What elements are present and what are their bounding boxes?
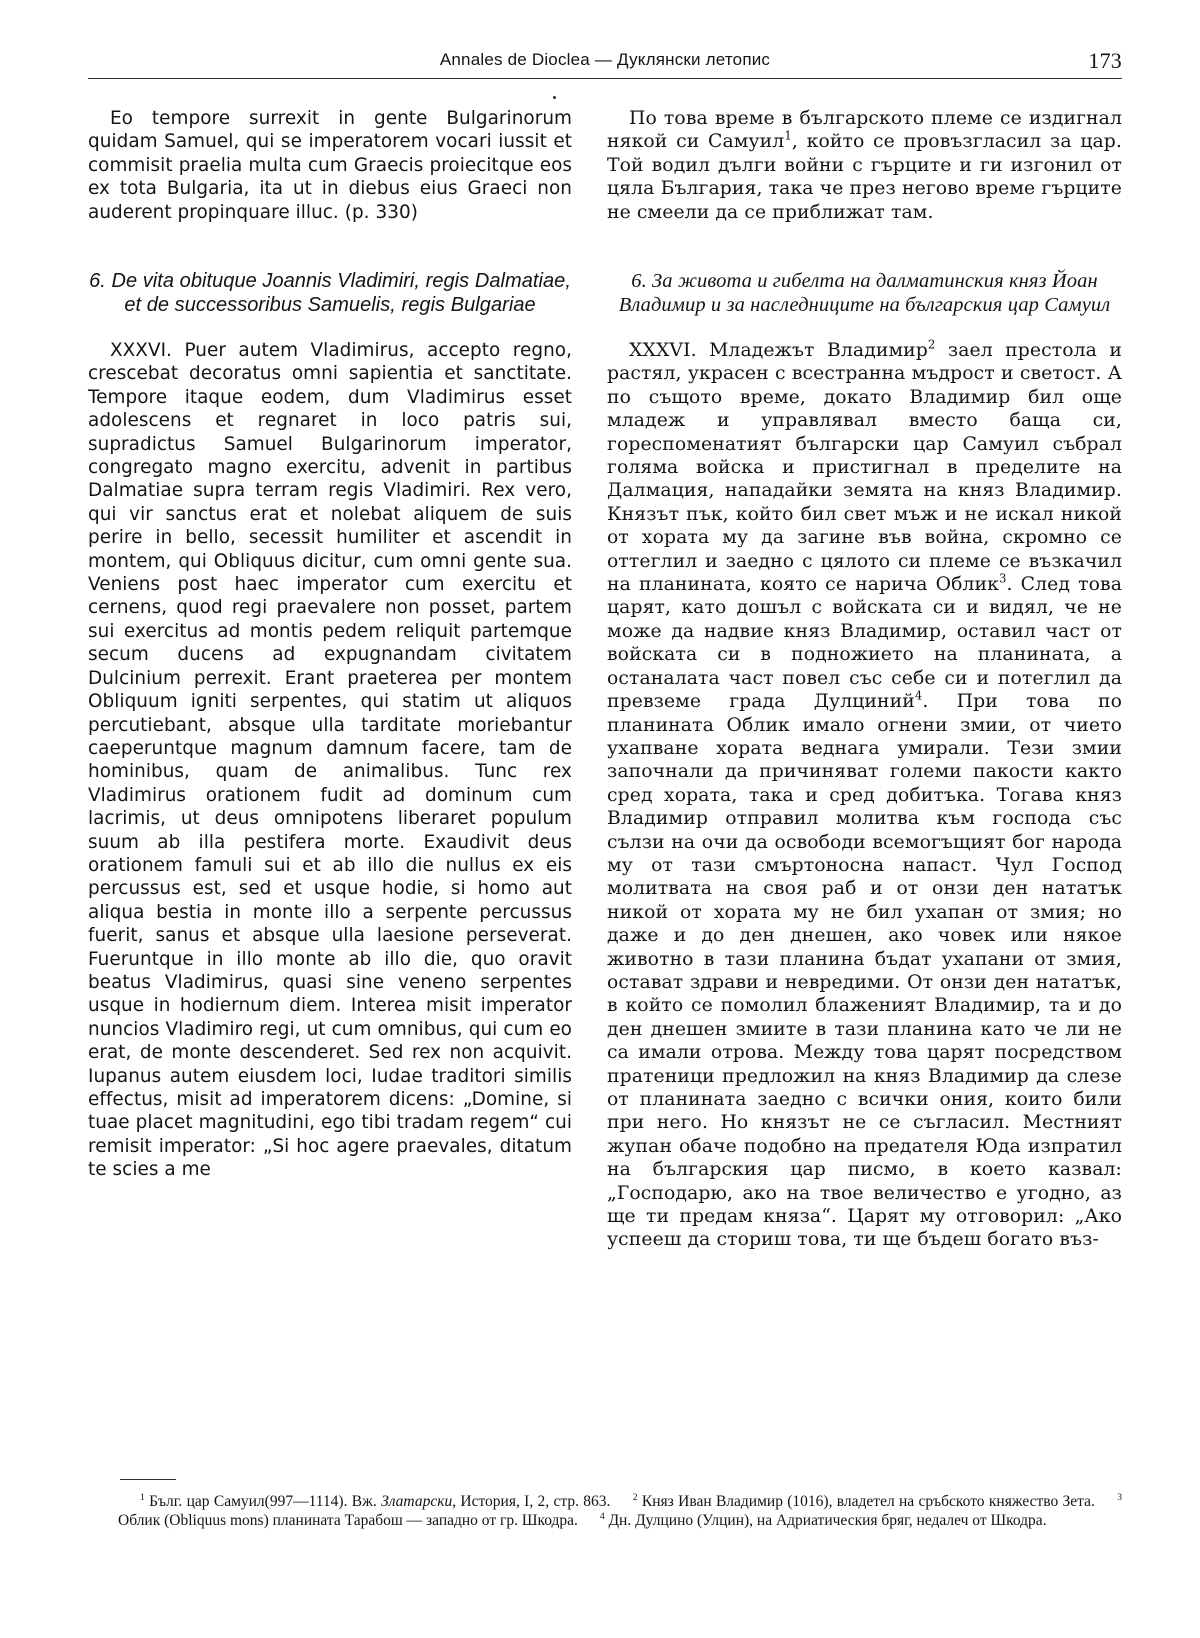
footnote-text: Княз Иван Владимир (1016), владетел на сръбското княжество Зета. bbox=[641, 1493, 1095, 1510]
footnote-text: Дн. Дулцино (Улцин), на Адриатическия бряг, недалеч от Шкодра. bbox=[608, 1512, 1047, 1529]
footnote-ref-3[interactable]: 3 bbox=[999, 571, 1007, 586]
footnote-author: Златарски bbox=[381, 1493, 453, 1510]
scan-speck bbox=[553, 96, 556, 99]
latin-section-heading: 6. De vita obituque Joannis Vladimiri, regis Dalmatiae, et de successoribus Samuelis, regis Bulgariae bbox=[89, 270, 571, 316]
bulgarian-paragraph-1 bbox=[607, 107, 1122, 247]
footnote-ref-4[interactable]: 4 bbox=[914, 688, 923, 703]
latin-paragraph-2: XXXVI. Puer autem Vladimirus, accepto regno, crescebat decoratus omni sapientia et sanctitate. Tempore itaque eodem, dum Vladimirus esset adolescens et regnaret in loco patris sui, supradictus Samuel Bulgarinorum imperator, congregato magno exercitu, advenit in partibus Dalmatiae supra terram regis Vladimiri. Rex vero, qui vir sanctus erat et nolebat aliquem de suis perire in bello, secessit humiliter et ascendit in montem, qui Obliquus dicitur, cum omni gente sua. Veniens post haec imperator cum exercitu et cernens, quod regi praevalere non posset, partem sui exercitus ad montis pedem reliquit partemque secum ducens ad expugnandam civitatem Dulcinium perrexit. Erant praeterea per montem Obliquum igniti serpentes, qui statim ut aliquos percutiebant, absque ulla tarditate moriebantur caeperuntque magnum damnum facere, tam de hominibus, quam de animalibus. Tunc rex Vladimirus orationem fudit ad dominum cum lacrimis, ut deus omnipotens liberaret populum suum ab illa pestifera morte. Exaudivit deus orationem famuli sui et ab illo die nullus ex eis percussus est, sed et usque hodie, si homo aut aliqua bestia in monte illo a serpente percussus fuerit, sanus et absque ulla laesione perseverat. Fueruntque in illo monte ab illo die, quo oravit beatus Vladimirus, quasi sine veneno serpentes usque in hodiernum diem. Interea misit imperator nuncios Vladimiro regi, ut cum omnibus, qui cum eo erat, de monte descenderet. Sed rex non acquivit. Iupanus autem eiusdem loci, Iudae traditori similis effectus, misit ad imperatorem dicens: „Domine, si tuae placet magnitudini, ego tibi tradam regem“ cui remisit imperator: „Si hoc agere praevales, ditatum te scies a me bbox=[88, 340, 572, 1181]
page-number: 173 bbox=[1088, 48, 1122, 73]
footnote-text: Бълг. цар Самуил(997—1114). Вж. bbox=[149, 1493, 382, 1510]
footnote-number: 2 bbox=[632, 1491, 638, 1503]
bulgarian-paragraph-2 bbox=[607, 339, 1122, 1252]
footnote-rule bbox=[120, 1479, 176, 1480]
footnote-paragraph bbox=[118, 1492, 1122, 1530]
footnote-number: 4 bbox=[599, 1510, 605, 1522]
parallel-text bbox=[88, 107, 1122, 1252]
footnote-text: Облик (Obliquus mons) планината Тарабош — западно от гр. Шкодра. bbox=[118, 1512, 578, 1529]
footnote-number: 1 bbox=[140, 1491, 145, 1503]
footnote-number: 3 bbox=[1117, 1491, 1123, 1503]
text: . След това царят, като дошъл с войската си и видял, че не може да надвие княз Владимир, оставил част от войската си в подножието на планината, а останалата част повел със себе си и потеглил да превземе града Дулциний bbox=[607, 574, 1122, 713]
bulgarian-section-heading: 6. За живота и гибелта на далматинския княз Йоан Владимир и за наследниците на българския цар Самуил bbox=[618, 270, 1111, 316]
footnote-text: , История, I, 2, стр. 863. bbox=[452, 1493, 611, 1510]
footnote-ref-2[interactable]: 2 bbox=[927, 337, 936, 352]
text: XXXVI. Младежът Владимир bbox=[629, 340, 928, 361]
bulgarian-column bbox=[607, 107, 1122, 1252]
text: По това време в българското племе се издигнал някой си Самуил bbox=[607, 108, 1122, 153]
latin-paragraph-1: Eo tempore surrexit in gente Bulgarinorum quidam Samuel, qui se imperatorem vocari iussit et commisit praelia multa cum Graecis proiecitque eos ex tota Bulgaria, ita ut in diebus eius Graeci non auderent propinquare illuc. (p. 330) bbox=[88, 108, 572, 223]
footnote-4 bbox=[600, 1512, 1047, 1529]
header-rule bbox=[88, 78, 1122, 79]
text: , който се провъзгласил за цар. Той водил дълги войни с гърците и ги изгонил от цяла България, така че през негово време гърците не смеели да се приближат там. bbox=[607, 131, 1122, 223]
footnotes bbox=[118, 1492, 1122, 1530]
footnote-ref-1[interactable]: 1 bbox=[784, 129, 792, 144]
text: . При това по планината Облик имало огнени змии, от чието ухапване хората веднага умирали. Тези змии започнали да причиняват големи пакости както сред хората, така и сред добитъка. Тогава княз Владимир отправил молитва към господа със сълзи на очи да освободи всемогъщият бог народа му от тази смъртоносна напаст. Чул Господ молитвата на своя раб и от онзи ден нататък никой от хората му не бил ухапан от змия; но даже и до ден днешен, ако човек или някое животно в тази планина бъдат ухапани от змия, остават здрави и невредими. От онзи ден нататък, в който се помолил блаженият Владимир, та и до ден днешен змиите в тази планина като че ли не са имали отрова. Между това царят посредством пратеници предложил на княз Владимир да слезе от планината заедно с всички ония, които били при него. Но князът не се съгласил. Местният жупан обаче подобно на предателя Юда изпратил на българския цар писмо, в което казвал: „Господарю, ако на твое величество е угодно, аз ще ти предам княза“. Царят му отговорил: „Ако успееш да сториш това, ти ще бъдеш богато въз- bbox=[607, 691, 1122, 1251]
latin-column bbox=[88, 107, 572, 1252]
book-page bbox=[88, 44, 1122, 1252]
footnote-1 bbox=[140, 1493, 610, 1510]
running-title: Annales de Dioclea — Дуклянски летопис bbox=[439, 50, 771, 69]
footnote-2 bbox=[633, 1493, 1095, 1510]
text: заел престола и растял, украсен с всестранна мъдрост и светост. А по същото време, докато Владимир бил още младеж и управлявал вместо баща си, гореспоменатият български цар Самуил събрал голяма войска и пристигнал в пределите на Далмация, нападайки земята на княз Владимир. Князът пък, който бил свет мъж и не искал никой от хората му да загине във война, скромно се оттеглил и заедно с цялото си племе се възкачил на планината, която се нарича Облик bbox=[607, 340, 1123, 596]
running-header bbox=[88, 44, 1122, 78]
